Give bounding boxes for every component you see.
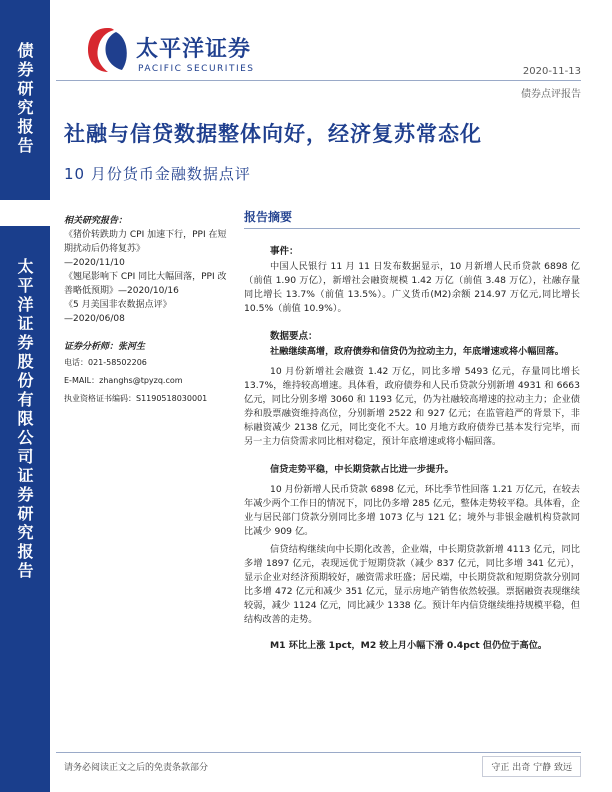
point-3-heading: M1 环比上涨 1pct，M2 较上月小幅下滑 0.4pct 但仍位于高位。 — [270, 640, 548, 651]
page-title: 社融与信贷数据整体向好，经济复苏常态化 — [64, 122, 482, 146]
analyst-label: 证券分析师：张河生 — [64, 342, 146, 352]
related-report-2[interactable]: 《翘尾影响下 CPI 同比大幅回落，PPI 改善略低预期》—2020/10/16 — [64, 272, 227, 296]
logo-name-en: PACIFIC SECURITIES — [138, 64, 255, 74]
summary-column — [244, 208, 580, 653]
point-2-paragraph-1: 10 月份新增人民币贷款 6898 亿元，环比季节性回落 1.21 万亿元，在较去年减少两个工作日的情况下，同比仍多增 285 亿元，整体走势较平稳。具体看，企业与居民部门贷款分别同比多增 1073 亿与 121 亿；境外与非银金融机构贷款同比减少 909 亿。 — [244, 484, 580, 537]
related-report-3[interactable]: 《5 月美国非农数据点评》 — [64, 300, 172, 310]
event-paragraph: 中国人民银行 11 月 11 日发布数据显示，10 月新增人民币贷款 6898 亿（前值 1.90 万亿），新增社会融资规模 1.42 万亿（前值 3.48 万亿），社融存量同比增长 13.7%（前值 13.5%）。广义货币(M2)余额 214.97 万亿元,同比增长 10.5%（前值 10.9%）。 — [244, 261, 580, 314]
report-date: 2020-11-13 — [522, 66, 581, 77]
points-heading: 数据要点： — [270, 331, 318, 342]
related-reports-label: 相关研究报告： — [64, 216, 128, 226]
event-heading: 事件： — [270, 246, 299, 257]
related-report-1[interactable]: 《猪价转跌助力 CPI 加速下行，PPI 在短期扰动后仍将复苏》 — [64, 230, 227, 254]
related-report-1-date: —2020/11/10 — [64, 258, 125, 268]
company-logo — [86, 26, 256, 86]
related-report-3-date: —2020/06/08 — [64, 314, 125, 324]
sidebar-report-type: 债券研究报告 — [15, 42, 34, 156]
page-subtitle: 10 月份货币金融数据点评 — [64, 165, 251, 183]
sidebar-company: 太平洋证券股份有限公司证券研究报告 — [15, 258, 34, 581]
sidebar — [0, 0, 50, 792]
report-type-label: 债券点评报告 — [521, 89, 581, 100]
logo-mark-icon — [86, 26, 128, 74]
analyst-email[interactable]: E-MAIL：zhanghs@tpyzq.com — [64, 376, 183, 385]
point-2-paragraph-2: 信贷结构继续向中长期化改善，企业端，中长期贷款新增 4113 亿元，同比多增 1897 亿元，表现远优于短期贷款（减少 837 亿元，同比多增 341 亿元），显示企业对经济预期较好，融资需求旺盛；居民端，中长期贷款和短期贷款分别同比多增 472 亿元和减少 351 亿元，显示房地产销售依然较强。票据融资表现继续较弱，减少 1124 亿元，同比减少 1338 亿。预计年内信贷继续维持规模平稳，但结构改善的走势。 — [244, 544, 580, 625]
logo-name-cn: 太平洋证券 — [136, 37, 252, 62]
analyst-phone: 电话：021-58502206 — [64, 358, 147, 367]
header-divider — [56, 80, 581, 81]
footer-disclaimer: 请务必阅读正文之后的免责条款部分 — [64, 763, 209, 773]
left-column — [64, 214, 232, 408]
analyst-block — [64, 340, 232, 408]
point-1-heading: 社融继续高增，政府债券和信贷仍为拉动主力，年底增速或将小幅回落。 — [270, 346, 564, 357]
point-2-heading: 信贷走势平稳，中长期贷款占比进一步提升。 — [270, 464, 454, 475]
analyst-license: 执业资格证书编码：S1190518030001 — [64, 394, 208, 403]
footer-motto: 守正 出奇 宁静 致远 — [482, 756, 581, 777]
footer-divider — [56, 752, 581, 753]
summary-heading: 报告摘要 — [244, 208, 580, 229]
point-1-paragraph: 10 月份新增社会融资 1.42 万亿，同比多增 5493 亿元，存量同比增长 13.7%，维持较高增速。具体看，政府债券和人民币贷款分别新增 4931 和 6663 亿元，同比分别多增 3060 和 1193 亿元，仍为社融较高增速的拉动主力；企业债券和股票融资维持高位，分别新增 2522 和 927 亿元；在监管趋严的背景下，非标融资减少 2138 亿元，同比变化不大。10 月地方政府债券已基本发行完毕，而另一主力信贷需求同比相对稳定，预计年底增速或将小幅回落。 — [244, 366, 580, 447]
